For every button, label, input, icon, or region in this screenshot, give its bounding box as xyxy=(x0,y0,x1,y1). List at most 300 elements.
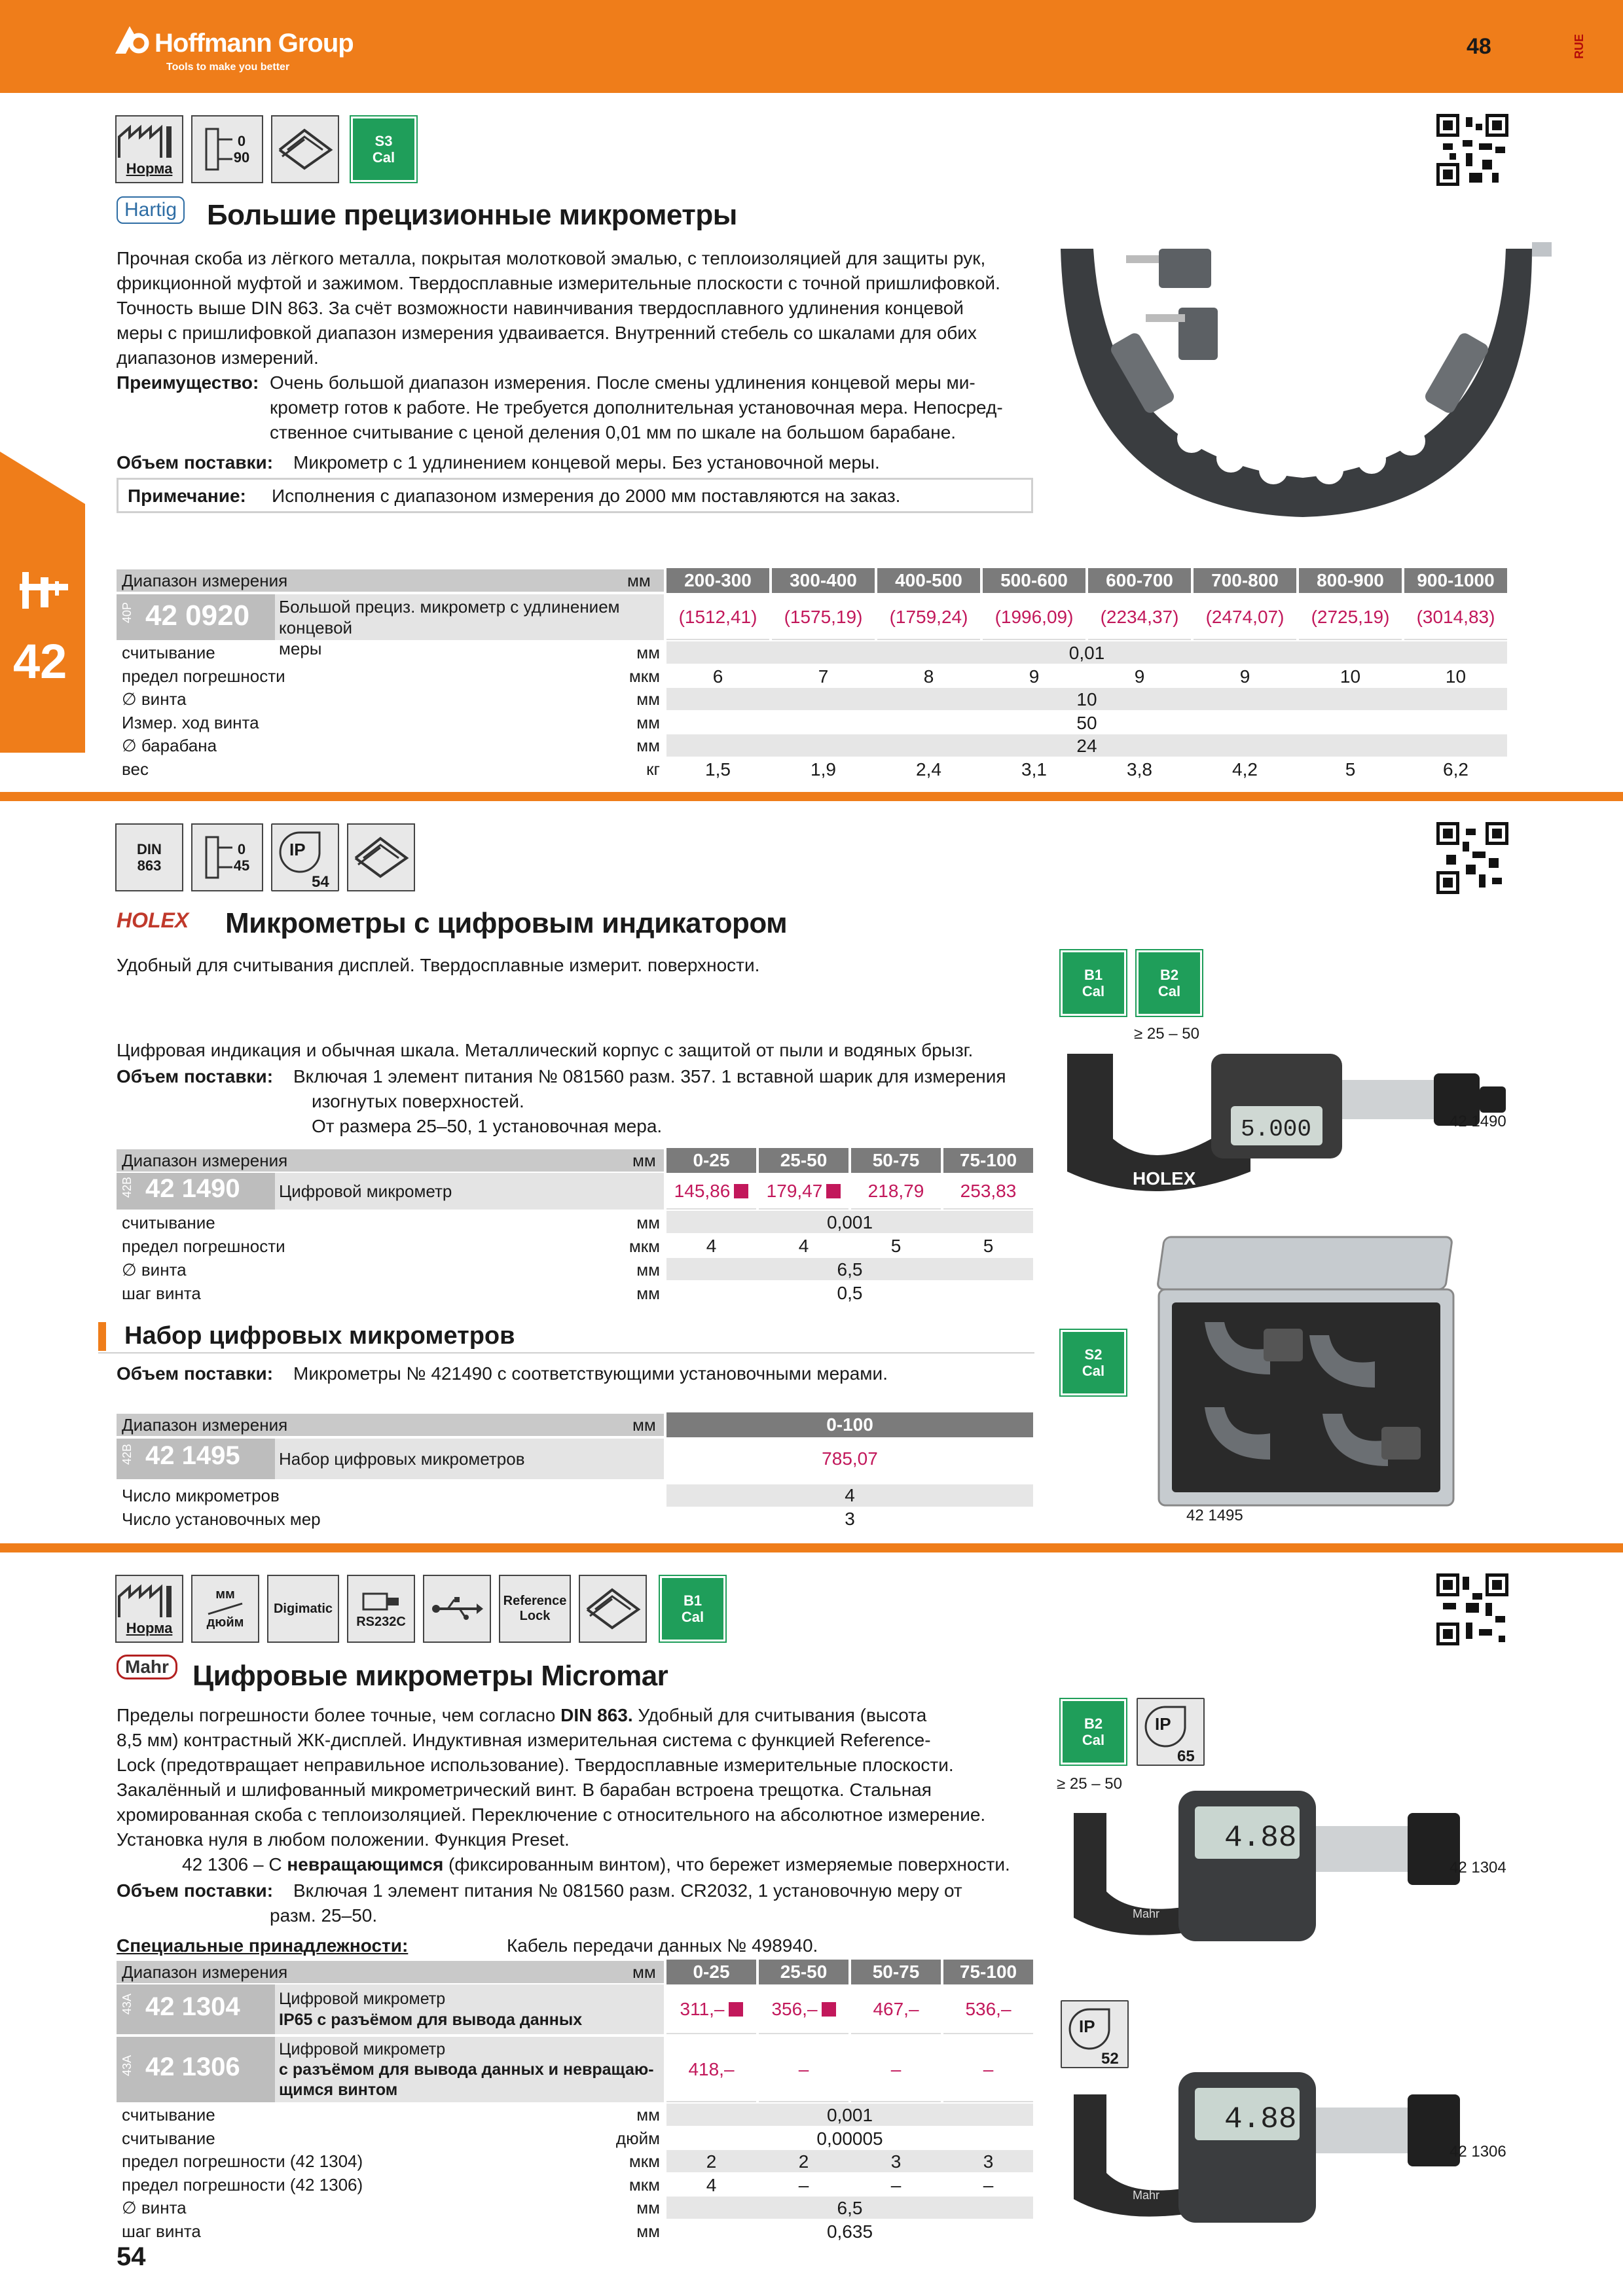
row-value: – xyxy=(890,2174,902,2195)
row-unit: мм xyxy=(636,1213,660,1232)
brand-mahr: Mahr xyxy=(117,1655,177,1679)
svg-text:4.88: 4.88 xyxy=(1224,1821,1297,1855)
calibration-badge-b2 xyxy=(1061,1699,1126,1765)
row-value: 0,01 xyxy=(1068,643,1105,663)
row-label: шаг винта xyxy=(122,1283,201,1303)
row-label: предел погрешности (42 1304) xyxy=(122,2151,363,2171)
row-label: считывание xyxy=(122,2128,215,2148)
price-value: 356,– xyxy=(771,1999,818,2019)
row-value: 0,00005 xyxy=(816,2128,883,2149)
range-label: Диапазон измерения xyxy=(122,1415,288,1435)
ip-label: IP xyxy=(289,840,306,859)
art-desc-line: Большой прециз. микрометр с удлинением концевой xyxy=(279,597,620,637)
cal-label: Cal xyxy=(372,149,395,166)
row-unit: мм xyxy=(636,2221,660,2241)
row-value: – xyxy=(983,2174,994,2195)
row-value: 10 xyxy=(1076,689,1097,709)
digimatic-icon: Digimatic xyxy=(267,1575,339,1643)
hoffmann-logo-icon xyxy=(113,24,151,56)
article-number: 42 1306 xyxy=(145,2053,240,2081)
desc-line: хромированная скоба с теплоизоляцией. Переключение с относительного на абсолютное измерение. xyxy=(117,1804,986,1825)
price-value: 218,79 xyxy=(867,1181,924,1201)
art-desc-line: Цифровой микрометр xyxy=(279,2040,446,2058)
price-value: (3014,83) xyxy=(1416,607,1495,627)
calibration-note: ≥ 25 – 50 xyxy=(1057,1775,1122,1793)
section-description: Цифровая индикация и обычная шкала. Металлический корпус с защитой от пыли и водяных брызг. xyxy=(117,1040,974,1060)
row-value: 4 xyxy=(798,1236,809,1256)
price-value: – xyxy=(983,2059,994,2079)
cal-label: Cal xyxy=(681,1609,704,1625)
cal-class: B1 xyxy=(1084,966,1103,983)
image-label-421495: 42 1495 xyxy=(1186,1507,1243,1524)
footer-page-number: 54 xyxy=(117,2242,146,2271)
row-unit: мм xyxy=(636,736,660,755)
row-value: 9 xyxy=(1134,666,1145,687)
cal-label: Cal xyxy=(1082,1732,1105,1748)
desc-line: меры с пришлифовкой диапазон измерения удваивается. Внутренний стебель со шкалами для обих xyxy=(117,323,977,343)
ip54-icon xyxy=(271,823,339,891)
row-value: 0,001 xyxy=(826,1212,873,1232)
section-separator xyxy=(0,792,1623,801)
unit-inch: дюйм xyxy=(206,1615,244,1630)
image-label-421306: 42 1306 xyxy=(1450,2143,1506,2161)
row-value: 0,635 xyxy=(826,2221,873,2242)
calibration-note: ≥ 25 – 50 xyxy=(1134,1025,1199,1043)
row-label: Измер. ход винта xyxy=(122,712,259,732)
unit-mm: мм xyxy=(215,1587,235,1602)
image-label-421304: 42 1304 xyxy=(1450,1859,1506,1876)
article-number: 42 1304 xyxy=(145,1992,240,2021)
row-unit: мм xyxy=(636,2198,660,2217)
column-header: 25-50 xyxy=(759,1148,848,1173)
row-value: 7 xyxy=(818,666,829,687)
range-unit: мм xyxy=(632,1415,656,1435)
range-label: Диапазон измерения xyxy=(122,1151,288,1170)
art-desc-line: меры xyxy=(279,639,322,658)
scope-label: Объем поставки: xyxy=(117,1066,274,1086)
price-cell xyxy=(666,1173,756,1210)
price-value: (2474,07) xyxy=(1205,607,1285,627)
art-desc-line: щимся винтом xyxy=(279,2081,398,2099)
row-unit: кг xyxy=(646,759,660,779)
range-unit: мм xyxy=(632,1151,656,1170)
price-cell xyxy=(851,2037,941,2102)
price-value: – xyxy=(890,2059,902,2079)
row-label: предел погрешности xyxy=(122,666,285,686)
price-value: (1759,24) xyxy=(889,607,968,627)
price-value: 418,– xyxy=(688,2059,735,2079)
article-description xyxy=(275,1984,664,2034)
adv-line: Очень большой диапазон измерения. После смены удлинения концевой меры ми- xyxy=(270,372,976,393)
art-desc-line: с разъёмом для вывода данных и невращаю- xyxy=(279,2060,654,2079)
scope-text xyxy=(293,1064,1046,1139)
row-unit: мкм xyxy=(629,666,660,686)
row-label: считывание xyxy=(122,643,215,662)
qr-code-icon xyxy=(1436,1573,1508,1645)
column-header: 600-700 xyxy=(1088,568,1191,593)
row-label: считывание xyxy=(122,1213,215,1232)
desc-line: Прочная скоба из лёгкого металла, покрытая молотковой эмалью, с теплоизоляцией для защиты рук, xyxy=(117,248,986,268)
price-cell xyxy=(1299,594,1402,640)
price-value: (1575,19) xyxy=(784,607,863,627)
row-value: 0,001 xyxy=(826,2105,873,2125)
row-label: ∅ винта xyxy=(122,2198,187,2217)
norm-label: Норма xyxy=(126,160,173,177)
ip-label: IP xyxy=(1079,2017,1095,2036)
price-cell xyxy=(1088,594,1191,640)
article-description: Набор цифровых микрометров xyxy=(275,1439,664,1479)
calibration-badge-b2 xyxy=(1137,950,1202,1016)
advantage-label: Преимущество: xyxy=(117,372,259,393)
column-header: 75-100 xyxy=(943,1148,1033,1173)
cal-label: Cal xyxy=(1158,983,1181,999)
row-value: – xyxy=(798,2174,809,2195)
measuring-range-icon xyxy=(191,115,263,183)
note-box xyxy=(117,478,1033,513)
desc-line: Установка нуля в любом положении. Функция Preset. xyxy=(117,1829,570,1850)
note-text: Исполнения с диапазоном измерения до 2000 мм поставляются на заказ. xyxy=(272,486,901,506)
row-value: 9 xyxy=(1029,666,1040,687)
din-label: DIN xyxy=(137,840,162,857)
scope-text xyxy=(270,1878,1046,1928)
calibration-badge-b1 xyxy=(1061,950,1126,1016)
row-value: 9 xyxy=(1239,666,1250,687)
price-cell xyxy=(943,2037,1033,2102)
rs232c-icon xyxy=(347,1575,415,1643)
row-value: 4,2 xyxy=(1232,759,1258,780)
brand-name: Hoffmann Group xyxy=(155,29,354,58)
row-value: 10 xyxy=(1445,666,1467,687)
subheader-marker xyxy=(98,1322,106,1351)
row-unit: мкм xyxy=(629,2151,660,2171)
price-value: 467,– xyxy=(873,1999,919,2019)
row-label: ∅ барабана xyxy=(122,736,217,755)
range-max: 45 xyxy=(233,857,250,874)
row-unit: дюйм xyxy=(615,2128,660,2148)
section-separator xyxy=(0,1543,1623,1552)
image-label-421490: 42 1490 xyxy=(1450,1113,1506,1130)
price-cell xyxy=(851,1984,941,2034)
lock-label: Lock xyxy=(519,1609,551,1623)
price-group: 40P xyxy=(120,602,134,624)
mm-inch-icon xyxy=(191,1575,259,1643)
price-cell xyxy=(759,1173,848,1210)
row-unit: мм xyxy=(636,2105,660,2125)
calibration-badge-b1 xyxy=(660,1576,725,1641)
desc-line: Закалённый и шлифованный микрометрический винт. В барабан встроена трещотка. Стальная xyxy=(117,1780,932,1800)
scope-line: Включая 1 элемент питания № 081560 разм. 357. 1 вставной шарик для измерения xyxy=(293,1066,1006,1086)
desc-part: Пределы погрешности более точные, чем согласно xyxy=(117,1705,561,1725)
price-cell xyxy=(943,1173,1033,1210)
accessories-label: Специальные принадлежности: xyxy=(117,1935,409,1956)
digital-micrometer-image xyxy=(1054,1041,1512,1204)
row-unit: мкм xyxy=(629,1236,660,1256)
cal-class: B1 xyxy=(683,1592,702,1609)
price-value: (2725,19) xyxy=(1311,607,1390,627)
cal-class: S2 xyxy=(1084,1346,1103,1363)
column-header: 900-1000 xyxy=(1404,568,1507,593)
price-cell xyxy=(666,2037,756,2102)
desc-line: диапазонов измерений. xyxy=(117,348,319,368)
range-max: 90 xyxy=(233,149,250,166)
row-value: 4 xyxy=(706,1236,717,1256)
note-article: 42 1306 – xyxy=(182,1854,264,1874)
price-cell xyxy=(772,594,875,640)
row-unit: мм xyxy=(636,1283,660,1303)
column-header: 800-900 xyxy=(1299,568,1402,593)
column-header: 25-50 xyxy=(759,1960,848,1984)
ip-rating: 65 xyxy=(1177,1748,1195,1765)
row-unit: мм xyxy=(636,712,660,732)
ref-label: Reference xyxy=(503,1594,567,1608)
svg-text:Mahr: Mahr xyxy=(1133,1907,1160,1920)
row-value: 4 xyxy=(706,2174,717,2195)
price-cell xyxy=(943,1984,1033,2034)
art-desc-line: IP65 с разъёмом для вывода данных xyxy=(279,2011,583,2029)
desc-line: 8,5 мм) контрастный ЖК-дисплей. Индуктивная измерительная система с функцией Reference- xyxy=(117,1730,931,1750)
column-header: 500-600 xyxy=(983,568,1085,593)
note-part: С xyxy=(268,1854,287,1874)
column-header: 50-75 xyxy=(851,1960,941,1984)
cal-class: B2 xyxy=(1159,966,1179,983)
price-value: (1996,09) xyxy=(994,607,1074,627)
row-label: предел погрешности xyxy=(122,1236,285,1256)
row-value: 10 xyxy=(1340,666,1361,687)
region-code: RUE xyxy=(1573,34,1586,60)
desc-line: Точность выше DIN 863. За счёт возможности навинчивания твердосплавного удлинения концевой xyxy=(117,298,964,318)
column-header: 50-75 xyxy=(851,1148,941,1173)
large-micrometer-image xyxy=(1048,223,1558,524)
row-value: 50 xyxy=(1076,712,1097,733)
price-group: 42B xyxy=(120,1177,134,1198)
set-scope-text: Микрометры № 421490 с соответствующими установочными мерами. xyxy=(293,1363,888,1384)
row-unit: мкм xyxy=(629,2174,660,2195)
column-header: 400-500 xyxy=(877,568,980,593)
norm-label: Норма xyxy=(126,1620,173,1637)
chapter-tab xyxy=(0,504,85,753)
price-value: (1512,41) xyxy=(678,607,757,627)
set-range-column: 0-100 xyxy=(666,1412,1033,1437)
column-header: 700-800 xyxy=(1194,568,1296,593)
row-label: предел погрешности (42 1306) xyxy=(122,2174,363,2195)
row-label: ∅ винта xyxy=(122,1260,187,1280)
row-value: 2,4 xyxy=(916,759,941,780)
price-cell xyxy=(1194,594,1296,640)
price-value: 253,83 xyxy=(960,1181,1017,1201)
price-cell xyxy=(851,1173,941,1210)
row-value: 1,5 xyxy=(705,759,731,780)
row-value: 6 xyxy=(712,666,723,687)
cal-class: S3 xyxy=(374,132,393,149)
column-header: 200-300 xyxy=(666,568,769,593)
row-value: 6,2 xyxy=(1443,759,1468,780)
price-value: – xyxy=(798,2059,809,2079)
section-description xyxy=(117,246,1053,370)
svg-text:5.000: 5.000 xyxy=(1241,1116,1312,1143)
section-title: Цифровые микрометры Micromar xyxy=(192,1660,668,1692)
brand-holex: HOLEX xyxy=(117,908,189,932)
row-label: Число установочных мер xyxy=(122,1509,321,1529)
svg-text:Mahr: Mahr xyxy=(1133,2189,1160,2202)
ip-rating: 52 xyxy=(1101,2050,1119,2068)
desc-line: фрикционной муфтой и зажимом. Твердосплавные измерительные плоскости с точной пришлифовкой. xyxy=(117,273,1000,293)
row-unit: мм xyxy=(636,689,660,709)
calibration-badge-s3 xyxy=(351,117,416,182)
row-value: 0,5 xyxy=(837,1283,863,1303)
column-header: 300-400 xyxy=(772,568,875,593)
section-intro: Удобный для считывания дисплей. Твердосплавные измерит. поверхности. xyxy=(117,955,760,975)
row-value: 5 xyxy=(1345,759,1356,780)
svg-text:4.88: 4.88 xyxy=(1224,2102,1297,2136)
scope-text: Микрометр с 1 удлинением концевой меры. Без установочной меры. xyxy=(293,452,880,473)
range-unit: мм xyxy=(632,1962,656,1982)
row-value: 5 xyxy=(890,1236,902,1256)
row-value: 24 xyxy=(1076,736,1097,756)
price-cell xyxy=(759,1984,848,2034)
row-value: 6,5 xyxy=(837,2198,863,2218)
new-price-marker-icon xyxy=(826,1184,841,1198)
row-value: 6,5 xyxy=(837,1259,863,1280)
scope-line: Включая 1 элемент питания № 081560 разм. CR2032, 1 установочную меру от xyxy=(293,1880,962,1901)
desc-part: Удобный для считывания (высота xyxy=(632,1705,927,1725)
note-bold: невращающимся xyxy=(287,1854,444,1874)
advantage-text xyxy=(270,370,1055,445)
cal-label: Cal xyxy=(1082,983,1105,999)
reference-lock-icon xyxy=(499,1575,571,1643)
ip65-icon xyxy=(1137,1698,1205,1766)
cal-label: Cal xyxy=(1082,1363,1105,1379)
price-cell xyxy=(759,2037,848,2102)
scope-line: разм. 25–50. xyxy=(270,1905,378,1926)
price-cell xyxy=(877,594,980,640)
scope-label: Объем поставки: xyxy=(117,1880,274,1901)
price-group: 42B xyxy=(120,1444,134,1465)
price-group: 43A xyxy=(120,1994,134,2015)
qr-code-icon xyxy=(1436,822,1508,894)
set-scope-label: Объем поставки: xyxy=(117,1363,274,1384)
row-label: шаг винта xyxy=(122,2221,201,2241)
adv-line: ственное считывание с ценой деления 0,01 мм по шкале на большом барабане. xyxy=(270,422,957,442)
row-value: 3 xyxy=(983,2151,994,2172)
norm-icon xyxy=(115,1575,183,1643)
article-number: 42 1490 xyxy=(145,1174,240,1203)
price-cell xyxy=(666,1984,756,2034)
new-price-marker-icon xyxy=(822,2002,836,2017)
price-value: 145,86 xyxy=(674,1181,731,1201)
row-value: 3,1 xyxy=(1021,759,1047,780)
price-value: 311,– xyxy=(680,1999,725,2019)
art-desc-line: Цифровой микрометр xyxy=(279,1990,446,2008)
micromar-micrometer-nonrotating-image xyxy=(1067,2068,1473,2232)
caliper-icon xyxy=(14,568,73,614)
row-value: 5 xyxy=(983,1236,994,1256)
brand-tagline: Tools to make you better xyxy=(166,62,290,73)
column-header: 75-100 xyxy=(943,1960,1033,1984)
micrometer-set-case-image xyxy=(1152,1230,1467,1518)
row-unit: мм xyxy=(636,1260,660,1280)
column-header: 0-25 xyxy=(666,1148,756,1173)
side-tab-wedge xyxy=(0,452,85,504)
header-page-number: 48 xyxy=(1467,34,1491,59)
article-number: 42 1495 xyxy=(145,1441,240,1470)
adv-line: крометр готов к работе. Не требуется дополнительная установочная мера. Непосред- xyxy=(270,397,1003,418)
price-value: 179,47 xyxy=(766,1181,823,1201)
range-min: 0 xyxy=(237,840,246,857)
hardmetal-faces-icon xyxy=(271,115,339,183)
row-value: 4 xyxy=(845,1485,855,1505)
range-unit: мм xyxy=(627,571,651,590)
hardmetal-faces-icon xyxy=(579,1575,647,1643)
micromar-micrometer-image xyxy=(1067,1787,1473,1950)
range-label: Диапазон измерения xyxy=(122,571,288,590)
column-header: 0-25 xyxy=(666,1960,756,1984)
price-cell xyxy=(666,594,769,640)
rs232c-label: RS232C xyxy=(356,1614,406,1629)
scope-label: Объем поставки: xyxy=(117,452,274,473)
row-value: 2 xyxy=(706,2151,717,2172)
brand-badge-hartig: Hartig xyxy=(117,196,185,224)
calibration-badge-s2 xyxy=(1061,1330,1126,1395)
desc-din: DIN 863. xyxy=(560,1705,633,1725)
chapter-number: 42 xyxy=(13,634,67,689)
row-value: 2 xyxy=(798,2151,809,2172)
ip52-icon xyxy=(1061,2000,1129,2068)
price-value: 536,– xyxy=(965,1999,1012,2019)
set-price: 785,07 xyxy=(822,1448,878,1469)
row-value: 8 xyxy=(923,666,934,687)
din-number: 863 xyxy=(137,857,162,874)
new-price-marker-icon xyxy=(734,1184,748,1198)
measuring-range-icon xyxy=(191,823,263,891)
range-label: Диапазон измерения xyxy=(122,1962,288,1982)
ip-label: IP xyxy=(1155,1714,1171,1734)
note-part: (фиксированным винтом), что бережет измеряемые поверхности. xyxy=(443,1854,1010,1874)
scope-line: От размера 25–50, 1 установочная мера. xyxy=(312,1116,663,1136)
row-value: 3 xyxy=(890,2151,902,2172)
range-min: 0 xyxy=(237,132,246,149)
usb-icon xyxy=(423,1575,491,1643)
section-title: Большие прецизионные микрометры xyxy=(207,199,737,231)
price-group: 43A xyxy=(120,2055,134,2077)
set-title: Набор цифровых микрометров xyxy=(124,1322,515,1350)
row-value: 1,9 xyxy=(811,759,836,780)
row-unit: мм xyxy=(636,643,660,662)
article-description: Цифровой микрометр xyxy=(275,1173,664,1210)
svg-text:HOLEX: HOLEX xyxy=(1133,1168,1196,1189)
note-label: Примечание: xyxy=(128,486,246,506)
scope-line: изогнутых поверхностей. xyxy=(312,1091,524,1111)
row-value: 3 xyxy=(845,1509,855,1529)
article-number: 42 0920 xyxy=(145,600,250,632)
row-label: Число микрометров xyxy=(122,1486,280,1505)
new-price-marker-icon xyxy=(729,2002,743,2017)
cal-class: B2 xyxy=(1084,1715,1103,1732)
din-863-icon xyxy=(115,823,183,891)
row-label: вес xyxy=(122,759,149,779)
section-title: Микрометры с цифровым индикатором xyxy=(225,907,788,939)
row-label: ∅ винта xyxy=(122,689,187,709)
desc-line: Lock (предотвращает неправильное использование). Твердосплавные измерительные плоскости. xyxy=(117,1755,954,1775)
set-subheader xyxy=(98,1322,1034,1354)
price-cell xyxy=(1404,594,1507,640)
section-description xyxy=(117,1703,1046,1877)
norm-icon xyxy=(115,115,183,183)
accessories-text: Кабель передачи данных № 498940. xyxy=(507,1935,818,1956)
hardmetal-faces-icon xyxy=(347,823,415,891)
price-value: (2234,37) xyxy=(1100,607,1179,627)
row-label: считывание xyxy=(122,2105,215,2125)
article-description xyxy=(275,2037,664,2102)
